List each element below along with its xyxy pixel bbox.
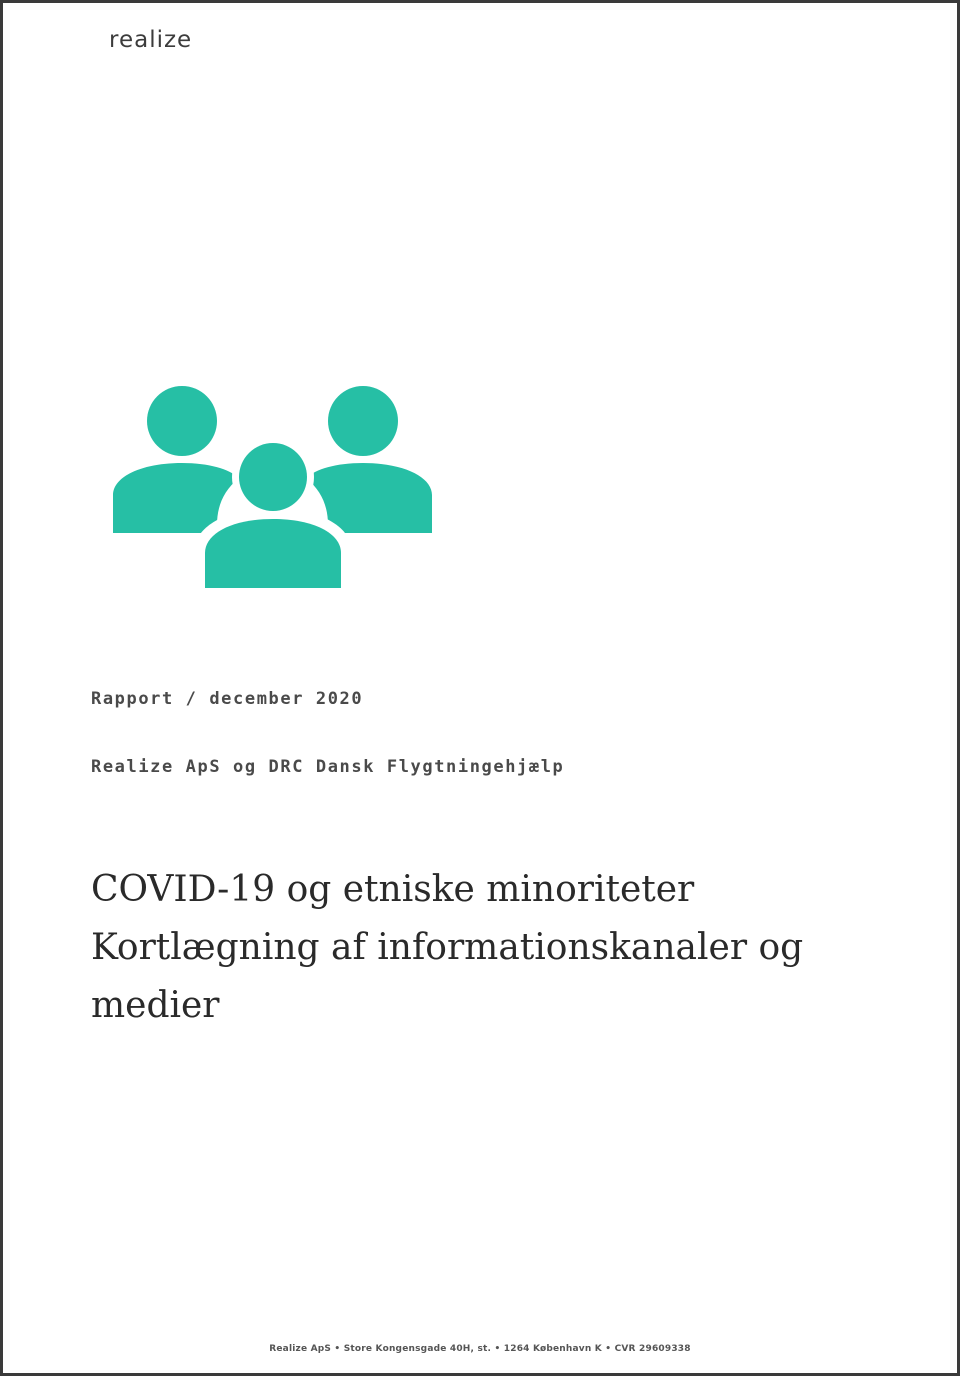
people-group-icon <box>111 385 436 590</box>
authors-line: Realize ApS og DRC Dansk Flygtningehjælp <box>91 757 565 777</box>
report-title <box>91 861 851 1035</box>
page-footer: Realize ApS • Store Kongensgade 40H, st. • 1264 København K • CVR 29609338 <box>269 1344 691 1354</box>
report-date-line: Rapport / december 2020 <box>91 689 364 709</box>
title-line-1: COVID-19 og etniske minoriteter <box>91 869 695 910</box>
realize-logo: realize <box>109 27 193 53</box>
title-line-2: Kortlægning af informationskanaler og <box>91 927 804 968</box>
title-line-3: medier <box>91 985 220 1026</box>
